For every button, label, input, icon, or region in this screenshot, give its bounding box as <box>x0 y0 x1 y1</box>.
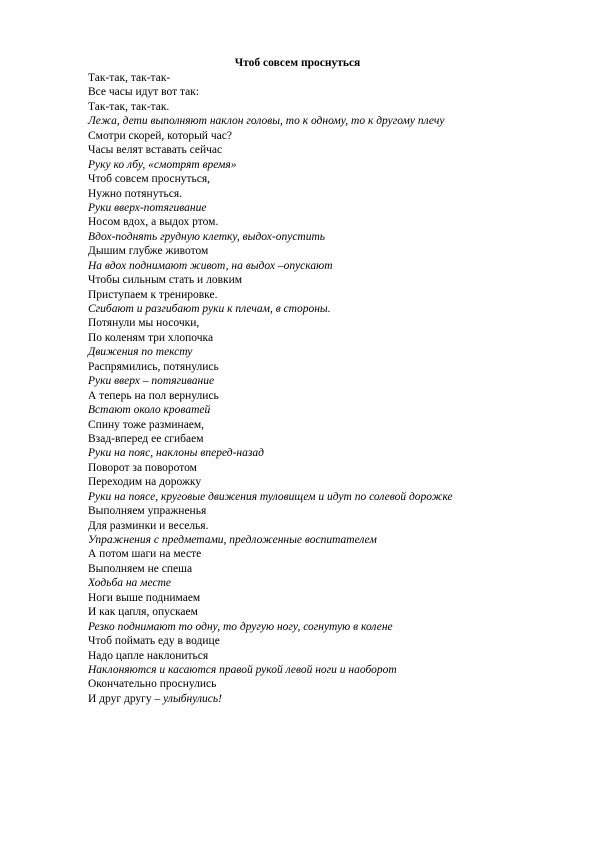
verse-line <box>88 172 568 186</box>
line-text: По коленям три хлопочка <box>88 331 214 344</box>
verse-line <box>88 649 568 663</box>
line-text: На вдох поднимают живот, на выдох –опускают <box>88 259 333 272</box>
line-text: Ноги выше поднимаем <box>88 591 201 604</box>
verse-line <box>88 100 568 114</box>
verse-line <box>88 432 568 446</box>
line-text: Носом вдох, а выдох ртом. <box>88 216 219 229</box>
verse-line <box>88 547 568 561</box>
verse-line <box>88 273 568 287</box>
line-text: Распрямились, потянулись <box>88 360 219 373</box>
exercise-instruction-line <box>88 345 568 359</box>
exercise-instruction-line <box>88 446 568 460</box>
exercise-instruction-line <box>88 403 568 417</box>
verse-line <box>88 605 568 619</box>
verse-line <box>88 244 568 258</box>
line-text: Спину тоже разминаем, <box>88 418 205 431</box>
exercise-instruction-line <box>88 374 568 388</box>
line-text: Чтоб совсем проснуться, <box>88 173 211 186</box>
line-text: Нужно потянуться. <box>88 187 182 200</box>
line-text: Поворот за поворотом <box>88 461 197 474</box>
verse-line <box>88 519 568 533</box>
line-text: Упражнения с предметами, предложенные воспитателем <box>88 534 377 546</box>
line-text: Лежа, дети выполняют наклон головы, то к одному, то к другому плечу <box>88 115 445 128</box>
line-text: А теперь на пол вернулись <box>88 389 219 402</box>
line-text: Наклоняются и касаются правой рукой левой ноги и наоборот <box>88 663 397 676</box>
exercise-instruction-line <box>88 533 568 547</box>
exercise-instruction-line <box>88 490 568 504</box>
line-text: Потянули мы носочки, <box>88 317 200 330</box>
line-text: Часы велят вставать сейчас <box>88 144 223 157</box>
line-text: Окончательно проснулись <box>88 678 217 691</box>
exercise-instruction-line <box>88 620 568 634</box>
verse-line <box>88 591 568 605</box>
line-text: Чтоб поймать еду в водице <box>88 635 220 648</box>
verse-line <box>88 215 568 229</box>
line-text: Выполняем не спеша <box>88 562 193 575</box>
verse-line <box>88 562 568 576</box>
line-text: Дышим глубже животом <box>88 245 209 258</box>
line-text: А потом шаги на месте <box>88 548 202 561</box>
line-text: Чтобы сильным стать и ловким <box>88 274 243 287</box>
line-text: Выполняем упражненья <box>88 505 207 518</box>
verse-line <box>88 389 568 403</box>
line-text: Ходьба на месте <box>88 577 171 590</box>
line-text: Руки на поясе, круговые движения туловищем и идут по солевой дорожке <box>88 490 453 503</box>
line-text: Переходим на дорожку <box>88 476 202 489</box>
line-text: Приступаем к тренировке. <box>88 288 218 301</box>
verse-line <box>88 418 568 432</box>
line-text: Руки на пояс, наклоны вперед-назад <box>88 447 264 460</box>
line-text: Руки вверх – потягивание <box>88 375 215 388</box>
verse-line <box>88 475 568 489</box>
verse-line <box>88 143 568 157</box>
line-text: И друг другу – <box>88 692 164 705</box>
poem-lines <box>88 71 568 706</box>
exercise-instruction-line <box>88 302 568 316</box>
line-text: Встают около кроватей <box>88 404 211 417</box>
line-text: И как цапля, опускаем <box>88 606 198 619</box>
verse-line <box>88 187 568 201</box>
verse-line <box>88 692 568 706</box>
line-text: Так-так, так-так- <box>88 72 171 84</box>
line-text: Смотри скорей, который час? <box>88 129 232 142</box>
verse-line <box>88 634 568 648</box>
line-text: Надо цапле наклониться <box>88 649 209 662</box>
verse-line <box>88 461 568 475</box>
line-text: Взад-вперед ее сгибаем <box>88 432 204 445</box>
verse-line <box>88 71 568 85</box>
line-text: Движения по тексту <box>88 346 193 359</box>
verse-line <box>88 316 568 330</box>
line-text: Вдох-поднять грудную клетку, выдох-опустить <box>88 230 326 243</box>
exercise-instruction-line <box>88 663 568 677</box>
exercise-instruction-line <box>88 576 568 590</box>
verse-line <box>88 288 568 302</box>
verse-line <box>88 85 568 99</box>
line-text: Руку ко лбу, «смотрят время» <box>88 158 237 171</box>
verse-line <box>88 129 568 143</box>
line-text: Все часы идут вот так: <box>88 86 200 99</box>
exercise-instruction-line <box>88 114 568 128</box>
verse-line <box>88 504 568 518</box>
line-text: Так-так, так-так. <box>88 100 170 113</box>
exercise-instruction-line <box>88 230 568 244</box>
document-title: Чтоб совсем проснуться <box>234 57 361 69</box>
line-text: Руки вверх-потягивание <box>88 201 207 214</box>
verse-line <box>88 677 568 691</box>
line-text: Сгибают и разгибают руки к плечам, в стороны. <box>88 303 331 315</box>
exercise-instruction-line <box>88 259 568 273</box>
verse-line <box>88 331 568 345</box>
exercise-instruction-line <box>88 201 568 215</box>
line-text: Для разминки и веселья. <box>88 519 209 532</box>
line-emphasis: улыбнулись! <box>163 692 222 705</box>
verse-line <box>88 360 568 374</box>
exercise-instruction-line <box>88 158 568 172</box>
line-text: Резко поднимают то одну, то другую ногу, согнутую в колене <box>88 620 393 633</box>
